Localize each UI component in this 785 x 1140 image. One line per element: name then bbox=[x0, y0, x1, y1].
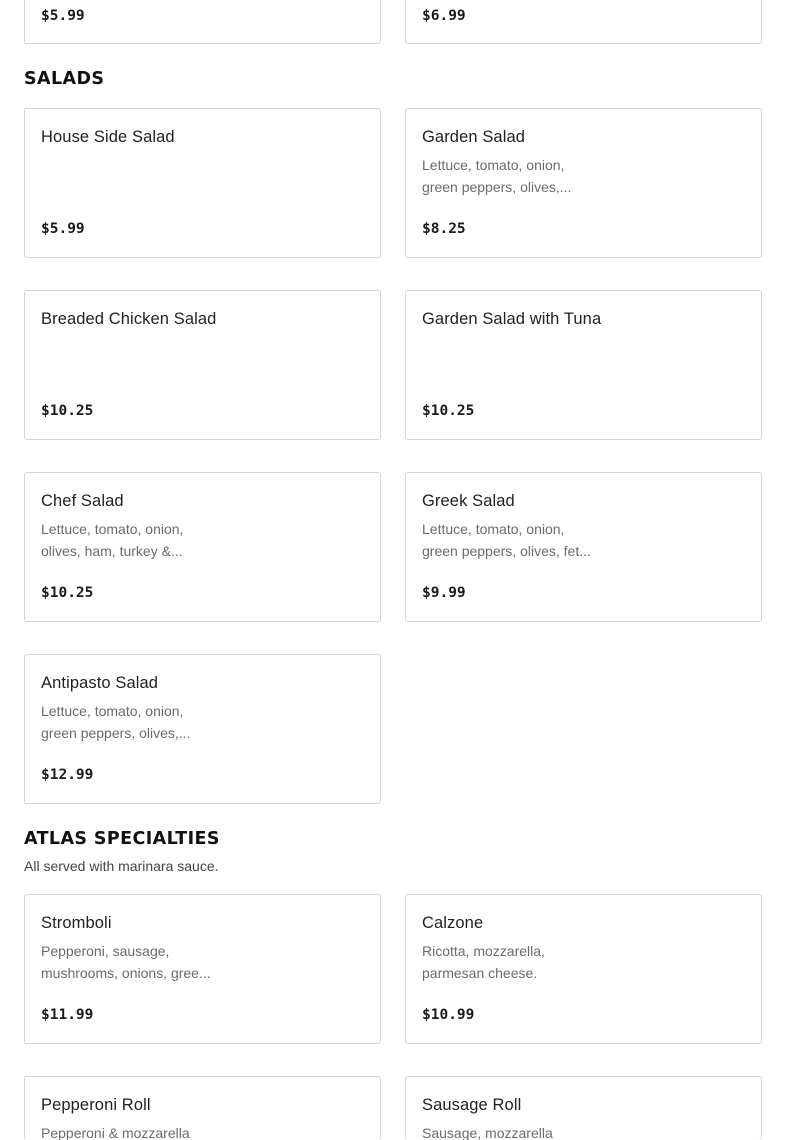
item-description: Lettuce, tomato, onion, green peppers, olives,... bbox=[41, 703, 191, 741]
item-name: Antipasto Salad bbox=[41, 674, 159, 692]
section-title-salads: SALADS bbox=[24, 69, 105, 89]
item-name: Chef Salad bbox=[41, 492, 124, 510]
menu-item-card[interactable] bbox=[405, 0, 762, 44]
item-price: $5.99 bbox=[41, 221, 85, 237]
menu-item-card[interactable] bbox=[24, 472, 381, 622]
item-name: Calzone bbox=[422, 914, 484, 932]
item-name: Sausage Roll bbox=[422, 1096, 522, 1114]
item-description: Pepperoni, sausage, mushrooms, onions, gree... bbox=[41, 943, 211, 981]
menu-item-card[interactable] bbox=[405, 290, 762, 440]
item-name: Garden Salad with Tuna bbox=[422, 310, 602, 328]
item-price: $6.99 bbox=[422, 8, 466, 24]
menu-item-card[interactable] bbox=[405, 472, 762, 622]
item-price: $11.99 bbox=[41, 1007, 94, 1023]
menu-item-card[interactable] bbox=[405, 1076, 762, 1140]
menu-item-card[interactable] bbox=[24, 1076, 381, 1140]
menu-item-card[interactable] bbox=[405, 108, 762, 258]
item-price: $8.25 bbox=[422, 221, 466, 237]
item-description: Sausage, mozzarella bbox=[422, 1125, 553, 1140]
menu-item-card[interactable] bbox=[24, 654, 381, 804]
menu-item-card[interactable] bbox=[24, 290, 381, 440]
item-price: $12.99 bbox=[41, 767, 94, 783]
item-name: Pepperoni Roll bbox=[41, 1096, 151, 1114]
item-price: $10.25 bbox=[41, 403, 94, 419]
item-name: Breaded Chicken Salad bbox=[41, 310, 217, 328]
item-description: Ricotta, mozzarella, parmesan cheese. bbox=[422, 943, 545, 981]
item-price: $10.99 bbox=[422, 1007, 475, 1023]
item-price: $10.25 bbox=[422, 403, 475, 419]
menu-item-card[interactable] bbox=[405, 894, 762, 1044]
item-price: $9.99 bbox=[422, 585, 466, 601]
item-price: $10.25 bbox=[41, 585, 94, 601]
item-name: House Side Salad bbox=[41, 128, 175, 146]
item-name: Stromboli bbox=[41, 914, 112, 932]
menu-item-card[interactable] bbox=[24, 894, 381, 1044]
item-description: Lettuce, tomato, onion, olives, ham, turkey &... bbox=[41, 521, 184, 559]
menu-item-card[interactable] bbox=[24, 0, 381, 44]
item-description: Lettuce, tomato, onion, green peppers, olives, fet... bbox=[422, 521, 591, 559]
item-description: Lettuce, tomato, onion, green peppers, olives,... bbox=[422, 157, 572, 195]
section-title-specialties: ATLAS SPECIALTIES bbox=[24, 829, 220, 849]
item-description: Pepperoni & mozzarella bbox=[41, 1125, 190, 1140]
item-name: Garden Salad bbox=[422, 128, 526, 146]
item-price: $5.99 bbox=[41, 8, 85, 24]
menu-item-card[interactable] bbox=[24, 108, 381, 258]
section-subtitle: All served with marinara sauce. bbox=[24, 858, 219, 874]
item-name: Greek Salad bbox=[422, 492, 515, 510]
